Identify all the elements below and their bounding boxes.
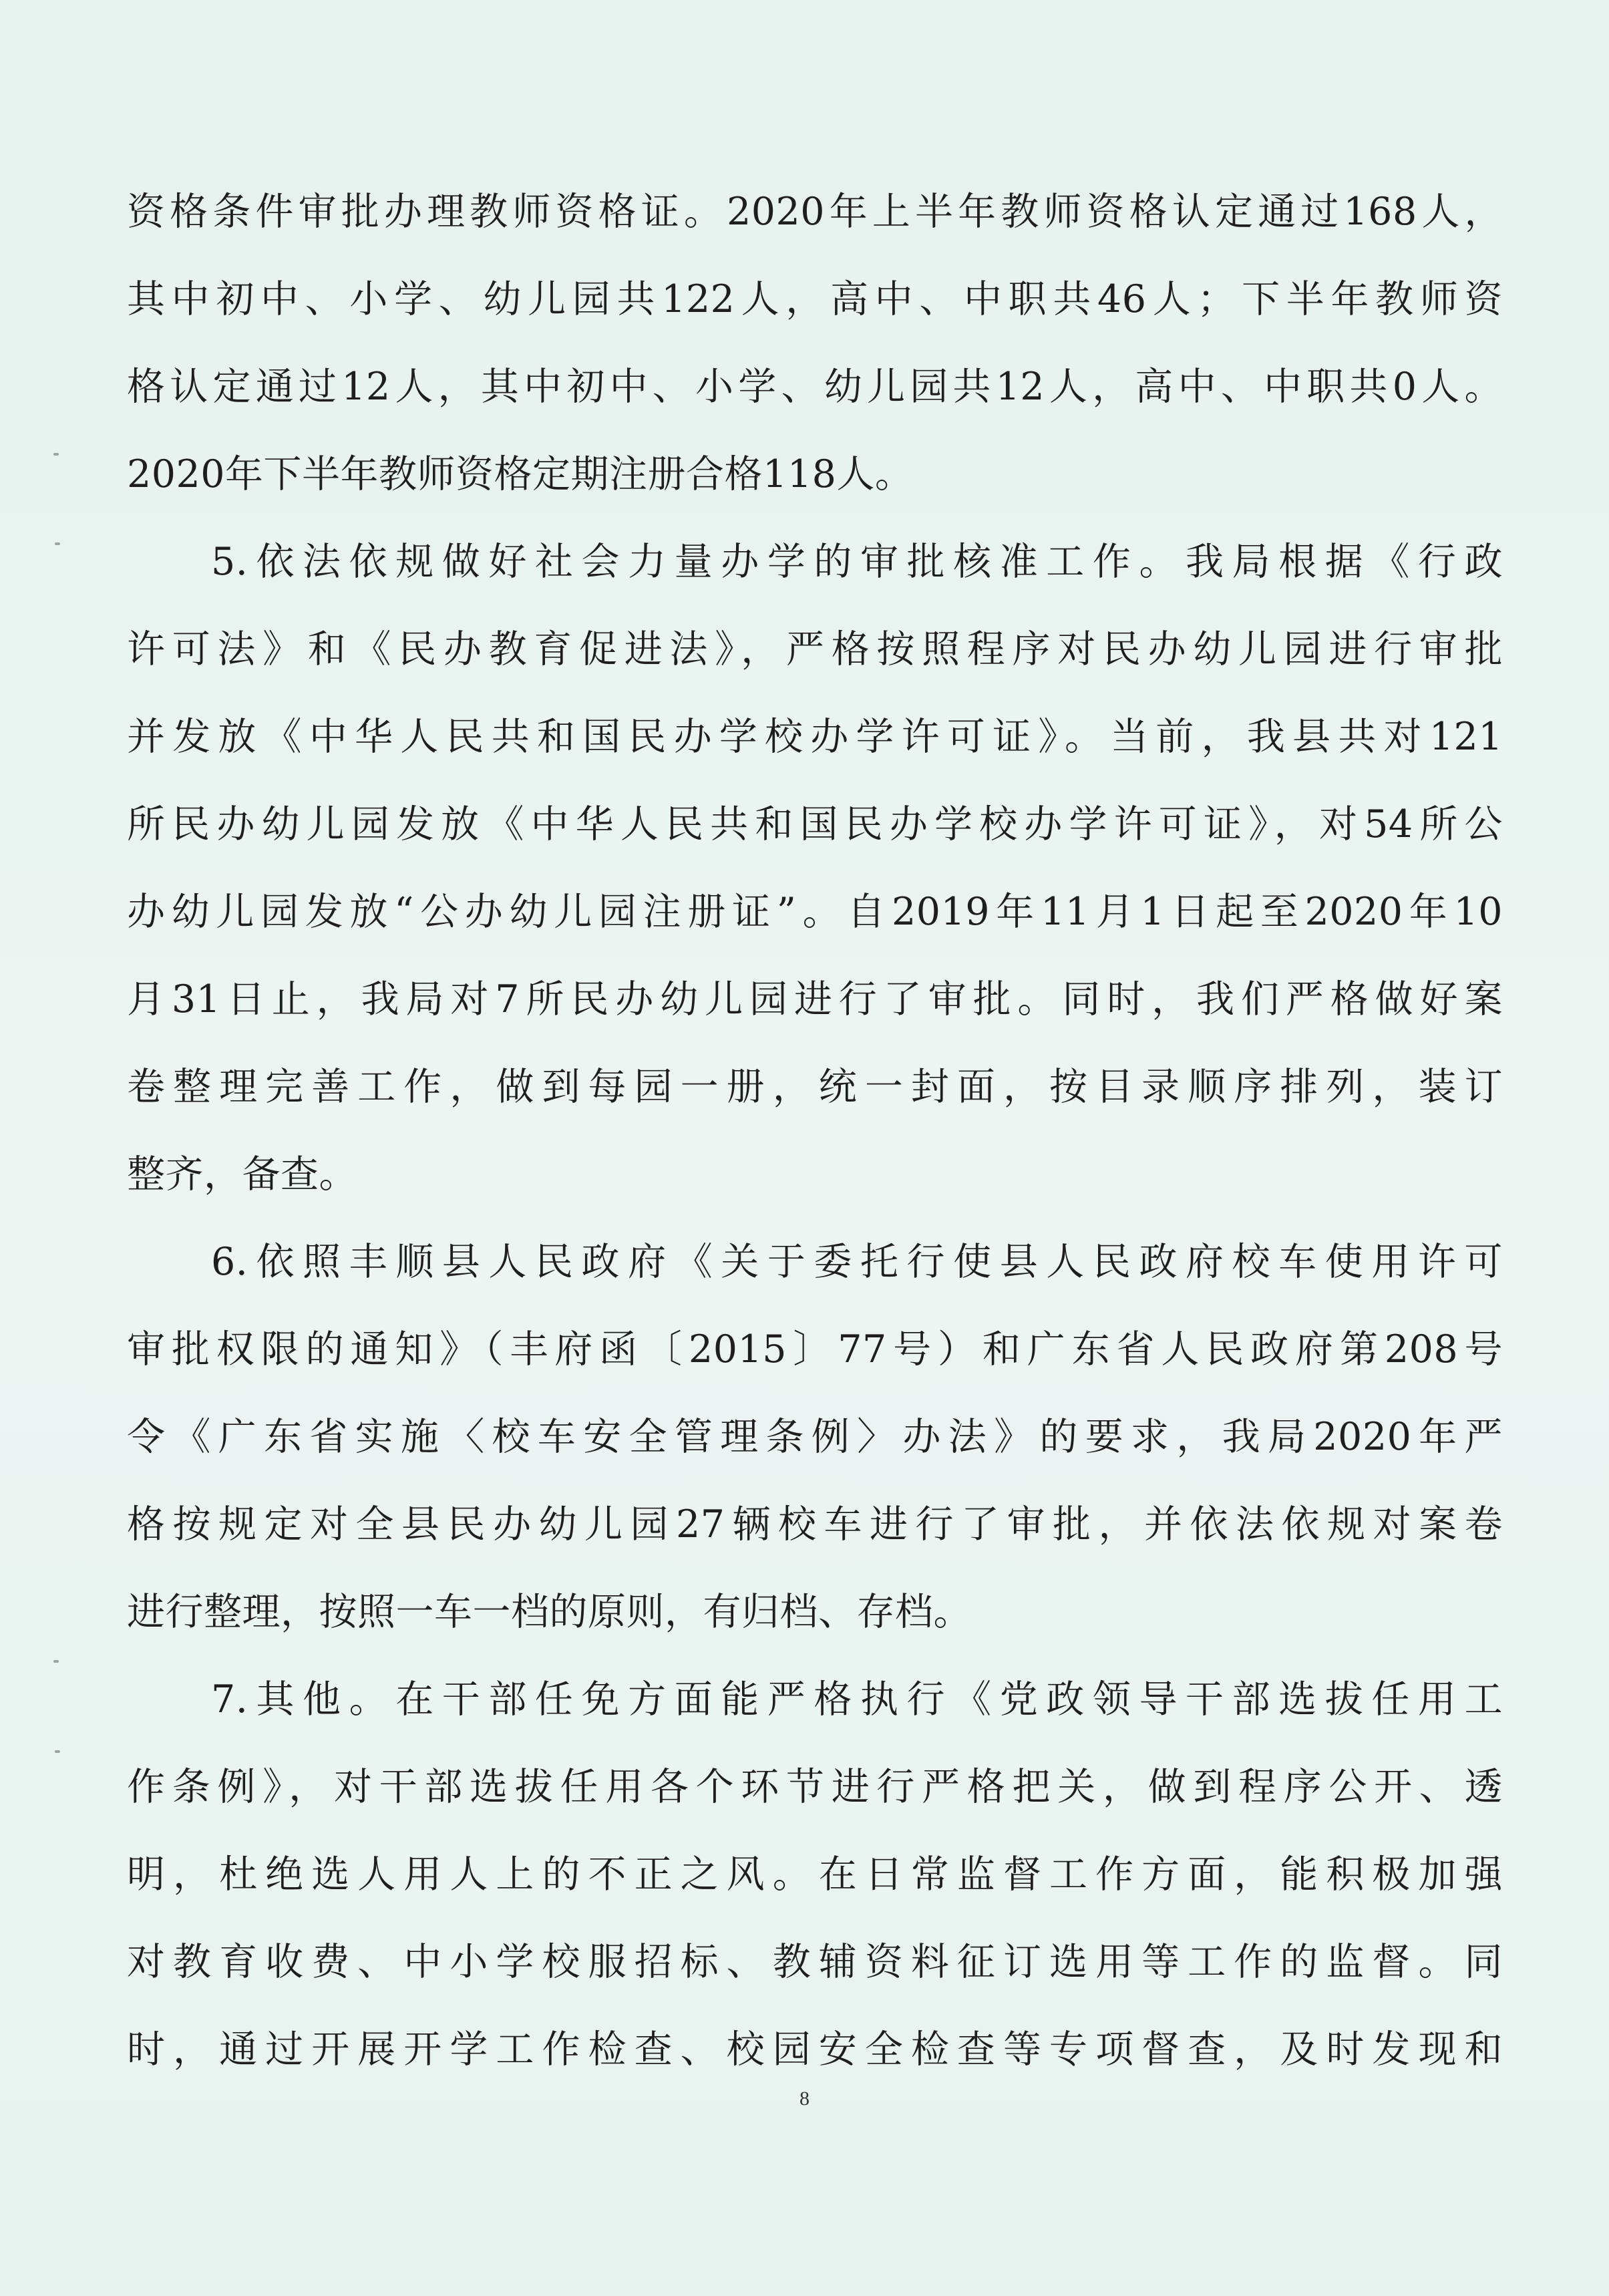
text-line: 其中初中、小学、幼儿园共122人，高中、中职共46人；下半年教师资 [127, 277, 1503, 321]
text-line: 格按规定对全县民办幼儿园27辆校车进行了审批，并依法依规对案卷 [127, 1502, 1503, 1546]
text-line: 明，杜绝选人用人上的不正之风。在日常监督工作方面，能积极加强 [127, 1852, 1503, 1897]
scan-speck [55, 542, 60, 545]
text-line: 资格条件审批办理教师资格证。2020年上半年教师资格认定通过168人， [127, 190, 1503, 234]
text-line: 作条例》，对干部选拔任用各个环节进行严格把关，做到程序公开、透 [127, 1765, 1503, 1809]
text-line: 进行整理，按照一车一档的原则，有归档、存档。 [127, 1590, 972, 1634]
text-line: 时，通过开展开学工作检查、校园安全检查等专项督查，及时发现和 [127, 2027, 1503, 2072]
text-line: 令《广东省实施〈校车安全管理条例〉办法》的要求，我局2020年严 [127, 1415, 1503, 1459]
text-line: 许可法》和《民办教育促进法》，严格按照程序对民办幼儿园进行审批 [127, 627, 1503, 671]
body-text [127, 168, 1503, 2094]
text-line: 审批权限的通知》（丰府函〔2015〕77号）和广东省人民政府第208号 [127, 1327, 1503, 1371]
scan-speck [53, 1660, 59, 1663]
page-number: 8 [799, 2088, 810, 2110]
scan-speck [53, 453, 59, 456]
paragraph-5-heading-line: 5.依法依规做好社会力量办学的审批核准工作。我局根据《行政 [211, 540, 1503, 584]
text-line: 卷整理完善工作，做到每园一册，统一封面，按目录顺序排列，装订 [127, 1065, 1503, 1109]
paragraph-6-heading-line: 6.依照丰顺县人民政府《关于委托行使县人民政府校车使用许可 [211, 1240, 1503, 1284]
text-line: 对教育收费、中小学校服招标、教辅资料征订选用等工作的监督。同 [127, 1940, 1503, 1984]
text-line: 所民办幼儿园发放《中华人民共和国民办学校办学许可证》，对54所公 [127, 802, 1503, 846]
text-line: 整齐，备查。 [127, 1152, 357, 1196]
text-line: 2020年下半年教师资格定期注册合格118人。 [127, 452, 914, 496]
text-line: 月31日止，我局对7所民办幼儿园进行了审批。同时，我们严格做好案 [127, 977, 1503, 1021]
text-line: 办幼儿园发放“公办幼儿园注册证”。自2019年11月1日起至2020年10 [127, 890, 1503, 934]
text-line: 格认定通过12人，其中初中、小学、幼儿园共12人，高中、中职共0人。 [127, 365, 1503, 409]
scan-speck [55, 1750, 60, 1753]
paragraph-7-heading-line: 7.其他。在干部任免方面能严格执行《党政领导干部选拔任用工 [211, 1677, 1503, 1721]
text-line: 并发放《中华人民共和国民办学校办学许可证》。当前，我县共对121 [127, 715, 1503, 759]
